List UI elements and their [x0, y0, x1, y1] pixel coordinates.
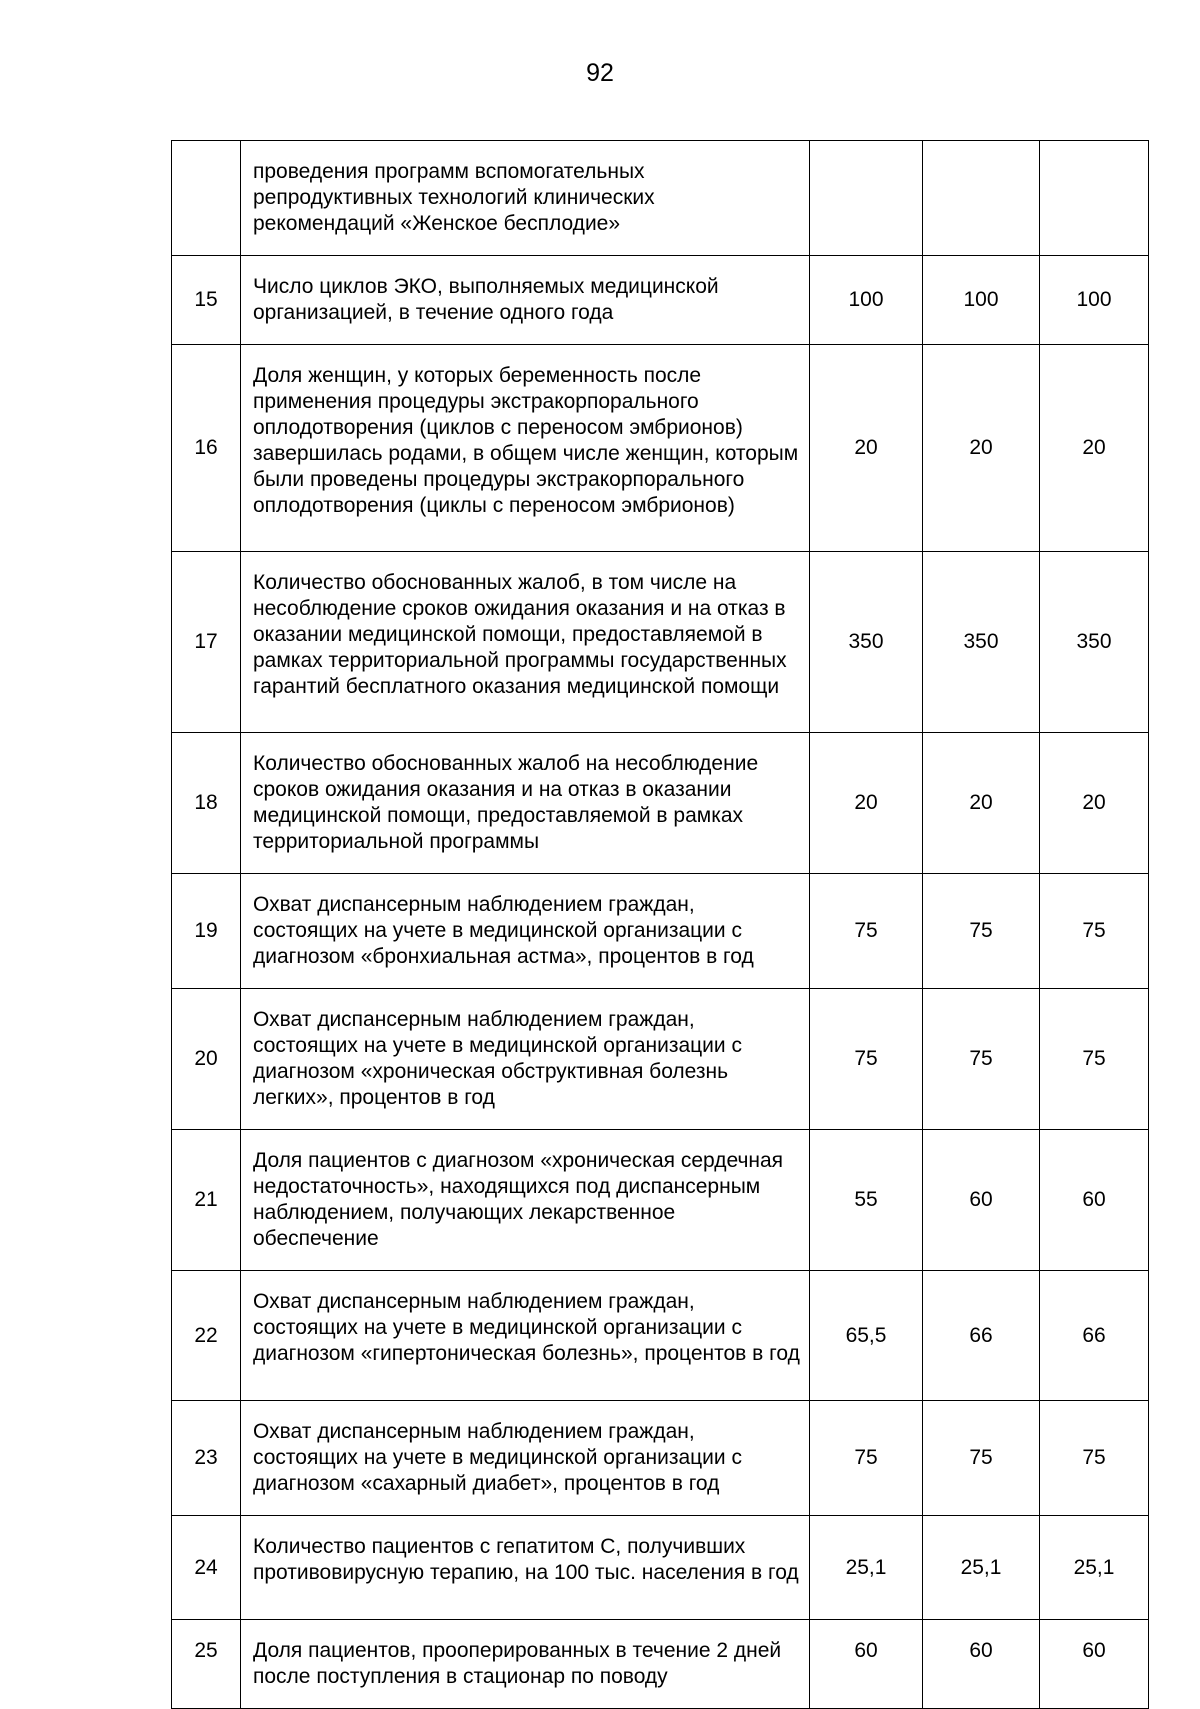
row-description: Количество пациентов с гепатитом С, получивших противовирусную терапию, на 100 тыс. населения в год [241, 1516, 810, 1620]
row-value-2: 20 [923, 345, 1040, 552]
table-row [172, 1401, 1149, 1516]
row-value-1: 350 [810, 552, 923, 733]
row-value-3: 75 [1040, 989, 1149, 1130]
table-row [172, 733, 1149, 874]
row-value-1 [810, 141, 923, 256]
row-value-2: 60 [923, 1130, 1040, 1271]
row-value-2: 75 [923, 874, 1040, 989]
row-number: 17 [172, 552, 241, 733]
row-value-2: 60 [923, 1620, 1040, 1709]
row-number: 18 [172, 733, 241, 874]
row-value-1: 65,5 [810, 1271, 923, 1401]
table-row [172, 552, 1149, 733]
row-value-2: 20 [923, 733, 1040, 874]
row-number: 19 [172, 874, 241, 989]
table-row [172, 141, 1149, 256]
row-description: Охват диспансерным наблюдением граждан, состоящих на учете в медицинской организации с диагнозом «гипертоническая болезнь», процентов в год [241, 1271, 810, 1401]
row-value-3: 25,1 [1040, 1516, 1149, 1620]
table-row [172, 345, 1149, 552]
row-value-3: 60 [1040, 1130, 1149, 1271]
row-value-3: 66 [1040, 1271, 1149, 1401]
row-value-3: 20 [1040, 733, 1149, 874]
row-number: 23 [172, 1401, 241, 1516]
row-description: Число циклов ЭКО, выполняемых медицинской организацией, в течение одного года [241, 256, 810, 345]
table-row [172, 256, 1149, 345]
row-number: 16 [172, 345, 241, 552]
table-row [172, 1271, 1149, 1401]
row-value-1: 75 [810, 989, 923, 1130]
table-row [172, 1620, 1149, 1709]
row-value-1: 20 [810, 733, 923, 874]
row-number: 15 [172, 256, 241, 345]
row-description: Охват диспансерным наблюдением граждан, состоящих на учете в медицинской организации с диагнозом «сахарный диабет», процентов в год [241, 1401, 810, 1516]
row-value-3: 60 [1040, 1620, 1149, 1709]
row-value-3: 75 [1040, 874, 1149, 989]
row-value-2: 75 [923, 989, 1040, 1130]
row-number: 25 [172, 1620, 241, 1709]
page-number: 92 [586, 59, 614, 87]
row-value-1: 55 [810, 1130, 923, 1271]
row-value-2: 350 [923, 552, 1040, 733]
row-value-1: 60 [810, 1620, 923, 1709]
row-number: 21 [172, 1130, 241, 1271]
row-value-2: 66 [923, 1271, 1040, 1401]
row-value-3: 350 [1040, 552, 1149, 733]
row-value-1: 75 [810, 874, 923, 989]
row-description: Количество обоснованных жалоб на несоблюдение сроков ожидания оказания и на отказ в оказании медицинской помощи, предоставляемой в рамках территориальной программы [241, 733, 810, 874]
row-value-3: 20 [1040, 345, 1149, 552]
table-row [172, 1130, 1149, 1271]
row-description: Доля пациентов, прооперированных в течение 2 дней после поступления в стационар по поводу [241, 1620, 810, 1709]
row-value-1: 20 [810, 345, 923, 552]
row-description: Охват диспансерным наблюдением граждан, состоящих на учете в медицинской организации с диагнозом «бронхиальная астма», процентов в год [241, 874, 810, 989]
row-value-3 [1040, 141, 1149, 256]
row-number: 20 [172, 989, 241, 1130]
indicators-table [171, 140, 1149, 1709]
row-description: Доля женщин, у которых беременность после применения процедуры экстракорпорального оплодотворения (циклов с переносом эмбрионов) завершилась родами, в общем числе женщин, которым были проведены процедуры экстракорпорального оплодотворения (циклы с переносом эмбрионов) [241, 345, 810, 552]
row-description: Охват диспансерным наблюдением граждан, состоящих на учете в медицинской организации с диагнозом «хроническая обструктивная болезнь легких», процентов в год [241, 989, 810, 1130]
row-number: 24 [172, 1516, 241, 1620]
row-value-3: 75 [1040, 1401, 1149, 1516]
row-value-1: 100 [810, 256, 923, 345]
row-description: Количество обоснованных жалоб, в том числе на несоблюдение сроков ожидания оказания и на отказ в оказании медицинской помощи, предоставляемой в рамках территориальной программы государственных гарантий бесплатного оказания медицинской помощи [241, 552, 810, 733]
row-value-1: 75 [810, 1401, 923, 1516]
row-number [172, 141, 241, 256]
table-row [172, 874, 1149, 989]
row-value-2 [923, 141, 1040, 256]
row-description: проведения программ вспомогательных репродуктивных технологий клинических рекомендаций «Женское бесплодие» [241, 141, 810, 256]
row-value-2: 75 [923, 1401, 1040, 1516]
row-number: 22 [172, 1271, 241, 1401]
row-description: Доля пациентов с диагнозом «хроническая сердечная недостаточность», находящихся под диспансерным наблюдением, получающих лекарственное обеспечение [241, 1130, 810, 1271]
row-value-1: 25,1 [810, 1516, 923, 1620]
table-row [172, 1516, 1149, 1620]
row-value-2: 100 [923, 256, 1040, 345]
table-row [172, 989, 1149, 1130]
row-value-2: 25,1 [923, 1516, 1040, 1620]
row-value-3: 100 [1040, 256, 1149, 345]
